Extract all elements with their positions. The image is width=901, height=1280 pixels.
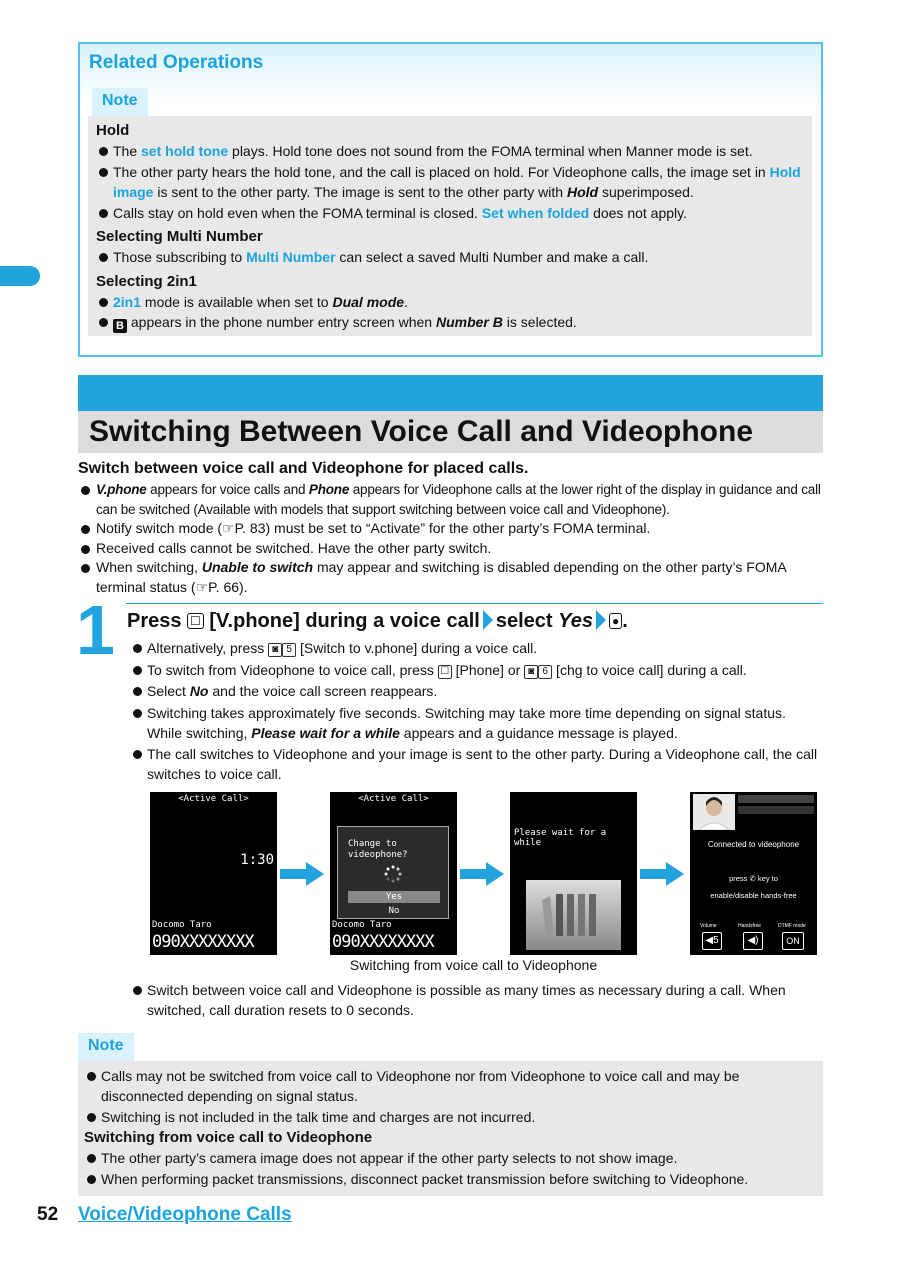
section-intro — [78, 458, 823, 597]
handsfree-label: Handsfree — [738, 923, 762, 929]
dialog-message: Change to videophone? — [348, 839, 408, 860]
videophone-key-icon: ☐ — [187, 613, 204, 629]
page-ref-link[interactable]: ☞P. 83 — [222, 520, 266, 536]
speaker-volume-icon: ◀) — [747, 935, 759, 946]
list-item: Select No and the voice call screen reappears. — [130, 681, 820, 701]
caller-photo — [693, 794, 735, 830]
status-bar — [738, 806, 814, 814]
camera-key-icon: ◙ — [268, 643, 282, 657]
set-hold-tone-link[interactable]: set hold tone — [141, 143, 229, 159]
arrow-right-icon — [483, 610, 493, 630]
note-list — [84, 1148, 817, 1189]
note-tab: Note — [92, 88, 148, 116]
step-tail — [130, 980, 820, 1020]
arrow-right-icon — [460, 862, 504, 886]
list-item: Received calls cannot be switched. Have the other party switch. — [78, 539, 823, 559]
related-operations-box — [78, 42, 823, 357]
multi-number-list — [96, 247, 804, 268]
arrow-right-icon — [596, 610, 606, 630]
intro-list — [78, 480, 823, 597]
intro-lead: Switch between voice call and Videophone for placed calls. — [78, 460, 529, 477]
yes-button[interactable]: Yes — [348, 891, 440, 903]
list-item: The set hold tone plays. Hold tone does not sound from the FOMA terminal when Manner mode is set. — [96, 141, 804, 162]
page-number: 52 — [37, 1204, 59, 1225]
note-subheading: Switching from voice call to Videophone — [84, 1129, 373, 1146]
hold-heading: Hold — [96, 122, 130, 139]
list-item: B appears in the phone number entry screen when Number B is selected. — [96, 312, 804, 333]
screens-caption: Switching from voice call to Videophone — [349, 957, 598, 973]
screen-videophone — [690, 792, 817, 955]
caller-name: Docomo Taro — [332, 920, 392, 930]
list-item: Calls may not be switched from voice call to Videophone nor from Videophone to voice call and may be disconnected depending on signal status. — [84, 1066, 817, 1106]
status-bar — [738, 795, 814, 803]
handsfree-button[interactable] — [743, 932, 763, 950]
dtmf-button[interactable]: ON — [782, 932, 804, 950]
list-item: Those subscribing to Multi Number can select a saved Multi Number and make a call. — [96, 247, 804, 268]
multi-number-link[interactable]: Multi Number — [246, 249, 336, 265]
section-bar — [78, 375, 823, 411]
confirm-dialog — [337, 826, 449, 919]
2in1-list — [96, 292, 804, 334]
screen-change-dialog — [330, 792, 457, 955]
2in1-heading: Selecting 2in1 — [96, 272, 197, 290]
chapter-link[interactable]: Voice/Videophone Calls — [78, 1204, 292, 1225]
page-ref-link[interactable]: ☞P. 66 — [195, 578, 240, 595]
wait-message: Please wait for a while — [514, 828, 607, 848]
list-item: V.phone appears for voice calls and Phone appears for Videophone calls at the lower right of the display in guidance and call can be switched (Available with models that support switching between voice call and Videophone). — [78, 480, 823, 519]
note-list — [84, 1066, 817, 1127]
list-item: Switch between voice call and Videophone is possible as many times as necessary during a call. When switched, call duration resets to 0 seconds. — [130, 980, 820, 1020]
center-key-icon: ● — [609, 613, 622, 629]
step-divider — [126, 603, 823, 604]
key-6-icon: 6 — [538, 665, 552, 679]
list-item: Notify switch mode (☞P. 83) must be set to “Activate” for the other party’s FOMA terminal. — [78, 519, 823, 539]
arrow-right-icon — [280, 862, 324, 886]
volume-button[interactable]: ◀5 — [702, 932, 722, 950]
list-item: Switching is not included in the talk time and charges are not incurred. — [84, 1107, 817, 1127]
videophone-key-icon: ☐ — [438, 665, 452, 679]
note-content — [88, 116, 812, 336]
list-item: To switch from Videophone to voice call, press ☐ [Phone] or ◙ 6 [chg to voice call] during a call. — [130, 660, 820, 680]
note-content — [78, 1061, 823, 1196]
multi-number-heading: Selecting Multi Number — [96, 228, 263, 245]
2in1-link[interactable]: 2in1 — [113, 293, 142, 310]
list-item: When performing packet transmissions, disconnect packet transmission before switching to Videophone. — [84, 1169, 817, 1189]
set-when-folded-link[interactable]: Set when folded — [481, 204, 590, 221]
list-item: The other party’s camera image does not appear if the other party selects to not show image. — [84, 1148, 817, 1168]
screen-title: <Active Call> — [358, 794, 429, 804]
list-item: The call switches to Videophone and your image is sent to the other party. During a Videophone call, the call switches to voice call. — [130, 744, 820, 784]
step-list — [130, 638, 820, 784]
list-item: When switching, Unable to switch may appear and switching is disabled depending on the other party’s FOMA terminal status (☞P. 66). — [78, 558, 823, 597]
arrow-right-icon — [640, 862, 684, 886]
no-button[interactable]: No — [388, 906, 400, 916]
screen-active-call — [150, 792, 277, 955]
caller-number: 090XXXXXXXX — [332, 932, 434, 952]
section-title: Switching Between Voice Call and Videophone — [89, 415, 753, 448]
screen-please-wait — [510, 792, 637, 955]
key-5-icon: 5 — [282, 643, 296, 657]
handsfree-hint: press ✆ key to — [729, 874, 778, 883]
screen-title: <Active Call> — [178, 794, 249, 804]
speaker-icon: ◀ — [705, 935, 714, 946]
camera-key-icon: ◙ — [524, 665, 538, 679]
volume-label: Volume — [700, 923, 717, 929]
list-item: 2in1 mode is available when set to Dual mode. — [96, 292, 804, 313]
call-timer: 1:30 — [240, 852, 274, 868]
hold-list — [96, 141, 804, 223]
hold-image-link[interactable]: Hold image — [113, 163, 801, 200]
switching-animation — [526, 880, 621, 950]
list-item: Switching takes approximately five seconds. Switching may take more time depending on signal status. While switching, Please wait for a while appears and a guidance message is played. — [130, 703, 820, 743]
step-heading: Press ☐ [V.phone] during a voice call select Yes ● . — [127, 610, 628, 632]
handsfree-hint-2: enable/disable hands-free — [710, 891, 797, 900]
number-b-icon: B — [113, 319, 127, 333]
spinner-icon — [384, 865, 402, 883]
list-item: Calls stay on hold even when the FOMA terminal is closed. Set when folded does not apply. — [96, 203, 804, 224]
phone-handset-icon: ✆ — [749, 874, 756, 883]
step-body — [130, 638, 820, 786]
step-number: 1 — [76, 591, 115, 669]
connected-message: Connected to videophone — [707, 840, 800, 849]
caller-name: Docomo Taro — [152, 920, 212, 930]
caller-number: 090XXXXXXXX — [152, 932, 254, 952]
list-item: Alternatively, press ◙ 5 [Switch to v.phone] during a voice call. — [130, 638, 820, 658]
list-item: The other party hears the hold tone, and the call is placed on hold. For Videophone calls, the image set in Hold image is sent to the other party. The image is sent to the other party with Hold superimposed. — [96, 162, 804, 203]
step-tail-list — [130, 980, 820, 1020]
note-tab: Note — [78, 1033, 134, 1061]
related-operations-title: Related Operations — [89, 52, 264, 73]
chapter-side-tab — [0, 266, 40, 286]
dtmf-label: DTMF mode — [778, 923, 806, 929]
